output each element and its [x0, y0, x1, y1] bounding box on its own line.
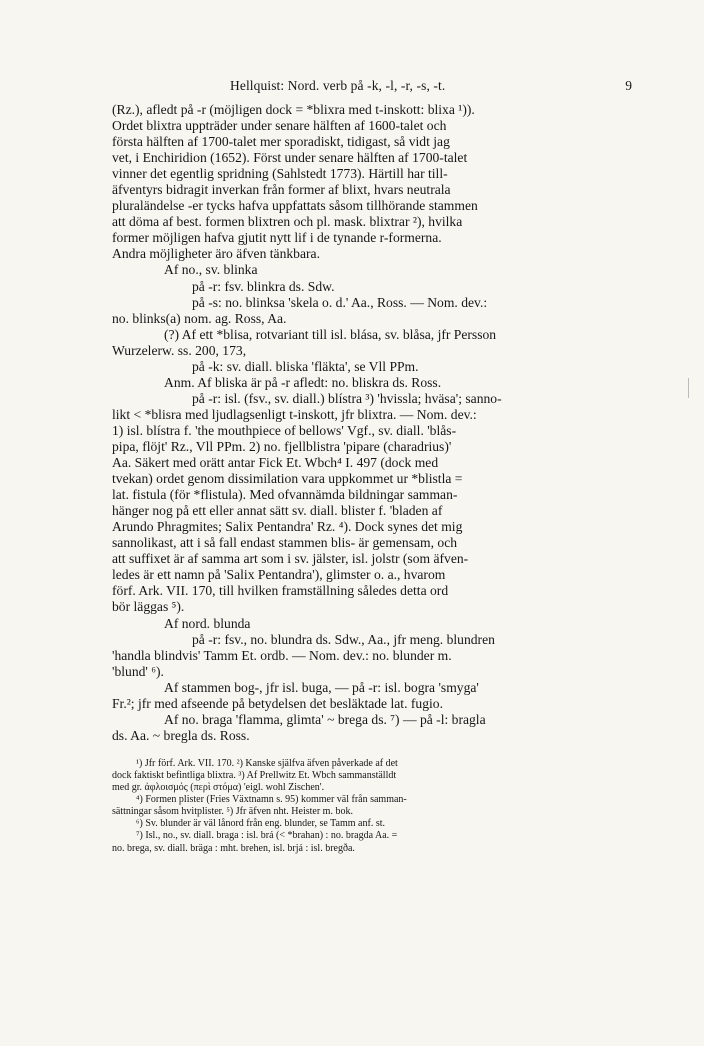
text-line: Fr.²; jfr med afseende på betydelsen det besläktade lat. fugio.	[112, 695, 443, 711]
text-line: pipa, flöjt' Rz., Vll PPm. 2) no. fjellblistra 'pipare (charadrius)'	[112, 438, 452, 454]
text-line: hänger nog på ett eller annat sätt sv. diall. blister f. 'bladen af	[112, 503, 443, 519]
scan-margin-mark	[688, 378, 689, 398]
text-line: förf. Ark. VII. 170, till hvilken framställning således detta ord	[112, 583, 449, 599]
text-line: Andra möjligheter äro äfven tänkbara.	[112, 246, 320, 262]
footnote-line: no. brega, sv. diall. bräga : mht. brehen, isl. brjá : isl. bregða.	[112, 842, 355, 854]
text-line: vet, i Enchiridion (1652). Först under senare hälften af 1700-talet	[112, 150, 468, 166]
text-line: Arundo Phragmites; Salix Pentandra' Rz. ⁴). Dock synes det mig	[112, 519, 463, 535]
entry-heading: Af nord. blunda	[164, 615, 251, 631]
text-line: lat. fistula (för *flistula). Med ofvannämda bildningar samman-	[112, 487, 458, 503]
footnote-line: ⁴) Formen plister (Fries Växtnamn s. 95) kommer väl från samman-	[136, 794, 407, 806]
text-line: tvekan) ordet genom dissimilation vara uppkommet ur *blistla =	[112, 471, 463, 487]
footnote-line: med gr. ἀφλοισμός (περὶ στόμα) 'eigl. wohl Zischen'.	[112, 782, 325, 794]
text-line: första hälften af 1700-talet mer sporadiskt, tidigast, så vidt jag	[112, 134, 450, 150]
text-line: på -s: no. blinksa 'skela o. d.' Aa., Ross. — Nom. dev.:	[192, 294, 488, 310]
footnotes	[112, 758, 632, 855]
entry-heading: Af stammen bog-, jfr isl. buga, — på -r: isl. bogra 'smyga'	[164, 679, 479, 695]
text-line: likt < *blisra med ljudlagsenligt t-inskott, jfr blixtra. — Nom. dev.:	[112, 406, 477, 422]
page	[112, 78, 632, 855]
text-line: Wurzelerw. ss. 200, 173,	[112, 342, 247, 358]
remark-line: Anm. Af bliska är på -r afledt: no. bliskra ds. Ross.	[164, 374, 442, 390]
text-line: pluraländelse -er tycks hafva uppfattats såsom tillhörande stammen	[112, 198, 478, 214]
text-line: ledes är ett namn på 'Salix Pentandra'), glimster o. a., hvarom	[112, 567, 446, 583]
text-line: äfventyrs bidragit inverkan från former af blixt, hvars neutrala	[112, 182, 451, 198]
text-line: 1) isl. blístra f. 'the mouthpiece of bellows' Vgf., sv. diall. 'blås-	[112, 422, 457, 438]
text-line: vinner det egentlig spridning (Sahlstedt 1773). Härtill har till-	[112, 166, 448, 182]
footnote-line: ¹) Jfr förf. Ark. VII. 170. ²) Kanske själfva äfven påverkade af det	[136, 757, 398, 769]
text-line: bör läggas ⁵).	[112, 599, 185, 615]
footnote-line: ⁷) Isl., no., sv. diall. braga : isl. brá (< *brahan) : no. bragda Aa. =	[136, 830, 398, 842]
text-line: på -k: sv. diall. bliska 'fläkta', se Vll PPm.	[192, 358, 419, 374]
entry-heading: Af no., sv. blinka	[164, 262, 258, 278]
text-line: 'handla blindvis' Tamm Et. ordb. — Nom. dev.: no. blunder m.	[112, 647, 452, 663]
text-line: (Rz.), afledt på -r (möjligen dock = *blixra med t-inskott: blixa ¹)).	[112, 102, 475, 117]
text-line: på -r: fsv., no. blundra ds. Sdw., Aa., jfr meng. blundren	[192, 631, 495, 647]
text-line: att döma af best. formen blixtren och pl. mask. blixtrar ²), hvilka	[112, 214, 463, 230]
text-line: 'blund' ⁶).	[112, 663, 164, 679]
text-line: på -r: fsv. blinkra ds. Sdw.	[192, 278, 335, 294]
text-line: att suffixet är af samma art som i sv. jälster, isl. jolstr (som äfven-	[112, 551, 469, 567]
text-line: på -r: isl. (fsv., sv. diall.) blístra ³) 'hvissla; hväsa'; sanno-	[192, 390, 502, 406]
text-line: ds. Aa. ~ bregla ds. Ross.	[112, 727, 250, 743]
text-line: sannolikast, att i så fall endast stammen blis- är gemensam, och	[112, 535, 458, 551]
main-text	[112, 102, 632, 744]
footnote-line: dock faktiskt befintliga blixtra. ³) Af Prellwitz Et. Wbch sammanställdt	[112, 769, 397, 781]
text-line: former möjligen hafva gjutit nytt lif i de tynande r-formerna.	[112, 230, 442, 246]
entry-heading: (?) Af ett *blisa, rotvariant till isl. blása, sv. blåsa, jfr Persson	[164, 326, 497, 342]
text-line: Ordet blixtra uppträder under senare hälften af 1600-talet och	[112, 118, 447, 134]
running-header	[112, 78, 632, 102]
text-line: Aa. Säkert med orätt antar Fick Et. Wbch⁴ I. 497 (dock med	[112, 455, 439, 471]
text-line: no. blinks(a) nom. ag. Ross, Aa.	[112, 310, 287, 326]
footnote-line: ⁶) Sv. blunder är väl lånord från eng. blunder, se Tamm anf. st.	[136, 818, 385, 830]
page-number: 9	[625, 78, 632, 93]
footnote-line: sättningar såsom hvitplister. ⁵) Jfr äfven nht. Heister m. bok.	[112, 806, 353, 818]
running-title: Hellquist: Nord. verb på -k, -l, -r, -s, -t.	[230, 78, 446, 93]
entry-heading: Af no. braga 'flamma, glimta' ~ brega ds. ⁷) — på -l: bragla	[164, 711, 486, 727]
